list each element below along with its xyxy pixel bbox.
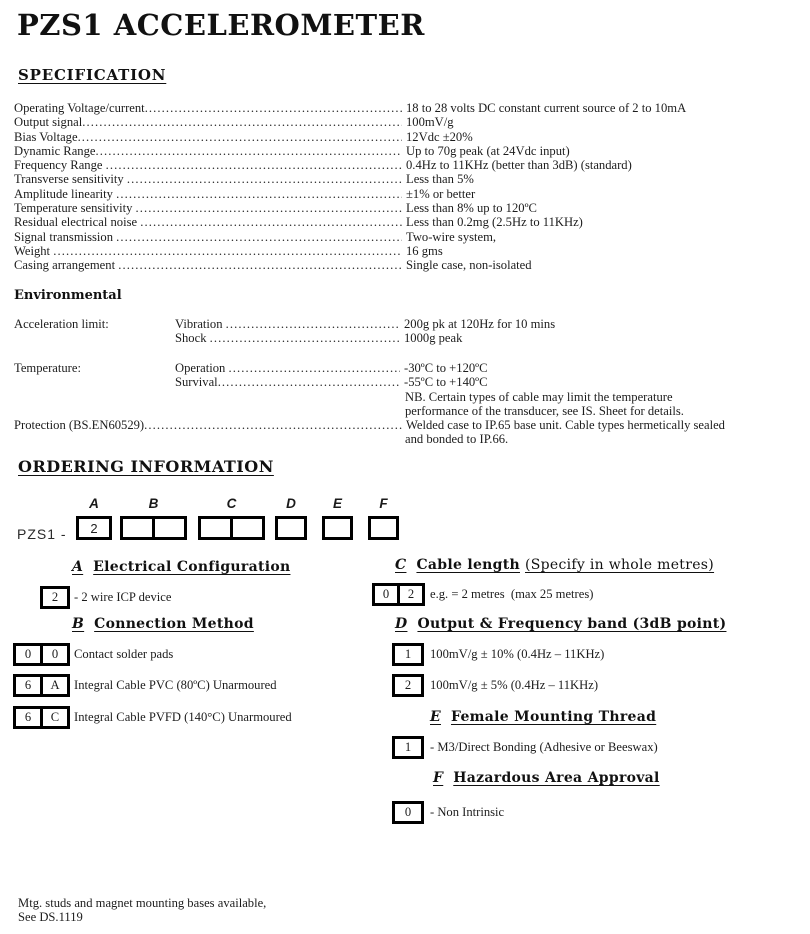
dotted-leader — [118, 258, 402, 272]
spec-row — [14, 130, 800, 144]
spec-value: Single case, non-isolated — [406, 258, 532, 273]
spec-value: Less than 5% — [406, 172, 474, 187]
specification-list — [14, 101, 800, 273]
protection-value-line: and bonded to IP.66. — [405, 432, 509, 446]
spec-value: Less than 0.2mg (2.5Hz to 11KHz) — [406, 215, 583, 230]
order-option-row — [13, 643, 173, 666]
option-text: - Non Intrinsic — [430, 805, 505, 819]
spec-row — [14, 215, 800, 229]
spec-label: Frequency Range — [14, 158, 106, 173]
protection-label: Protection (BS.EN60529) — [14, 418, 145, 432]
option-code-cell: 2 — [397, 583, 425, 606]
dotted-leader — [53, 244, 402, 258]
code-box-group-d — [275, 497, 307, 540]
code-cell — [275, 516, 307, 540]
env-row — [14, 317, 804, 331]
spec-label: Signal transmission — [14, 229, 117, 244]
dotted-leader — [226, 317, 400, 331]
spec-label: Temperature sensitivity — [14, 201, 136, 216]
option-code-cell: 0 — [372, 583, 400, 606]
dotted-leader — [136, 201, 402, 215]
protection-value-line: Welded case to IP.65 base unit. Cable types hermetically sealed — [406, 418, 725, 432]
option-text: - M3/Direct Bonding (Adhesive or Beeswax) — [430, 740, 658, 754]
spec-row — [14, 230, 800, 244]
option-code-cell: 6 — [13, 706, 43, 729]
env-value: -55ºC to +140ºC — [404, 375, 488, 389]
page-title: PZS1 ACCELEROMETER — [17, 8, 425, 42]
order-option-row — [40, 586, 171, 609]
dotted-leader — [218, 375, 400, 389]
spec-row — [14, 258, 800, 272]
spec-label: Output signal — [14, 115, 83, 130]
spec-value: Up to 70g peak (at 24Vdc input) — [406, 143, 570, 158]
spec-row — [14, 244, 800, 258]
environmental-heading: Environmental — [14, 288, 122, 303]
spec-value: Less than 8% up to 120ºC — [406, 201, 537, 216]
section-heading-b — [72, 616, 254, 632]
spec-label: Amplitude linearity — [14, 186, 117, 201]
dotted-leader — [140, 215, 402, 229]
order-option-row — [13, 674, 277, 697]
section-letter: C — [395, 557, 407, 573]
spec-row — [14, 187, 800, 201]
protection-row — [14, 418, 804, 432]
code-cell — [198, 516, 233, 540]
section-title: Output & Frequency band (3dB point) — [417, 616, 727, 632]
spec-label: Weight — [14, 243, 54, 258]
option-text: Integral Cable PVFD (140°C) Unarmoured — [74, 710, 292, 724]
footer-note-line: Mtg. studs and magnet mounting bases available, — [18, 896, 267, 910]
option-code-cell: 0 — [392, 801, 424, 824]
dotted-leader — [95, 144, 402, 158]
order-option-row — [392, 801, 504, 824]
section-title: Electrical Configuration — [93, 559, 291, 575]
env-item-label: Vibration — [175, 317, 226, 331]
order-option-row — [13, 706, 292, 729]
section-letter: E — [430, 709, 441, 725]
env-item-label: Survival — [175, 375, 218, 389]
code-box-group-c — [198, 497, 265, 540]
env-row — [14, 375, 804, 389]
spec-label: Casing arrangement — [14, 258, 119, 273]
section-heading-a — [72, 559, 290, 575]
spec-label: Bias Voltage — [14, 129, 78, 144]
section-heading-d — [395, 616, 726, 632]
spec-label: Residual electrical noise — [14, 215, 141, 230]
dotted-leader — [144, 418, 402, 432]
option-code-cell: 0 — [13, 643, 43, 666]
spec-value: 16 gms — [406, 243, 443, 258]
spec-label: Dynamic Range — [14, 143, 96, 158]
dotted-leader — [106, 158, 402, 172]
spec-label: Transverse sensitivity — [14, 172, 127, 187]
code-box-group-e — [322, 497, 353, 540]
env-note-line: NB. Certain types of cable may limit the temperature — [405, 390, 673, 404]
option-text: 100mV/g ± 10% (0.4Hz – 11KHz) — [430, 647, 605, 661]
code-box-group-f — [368, 497, 399, 540]
code-cell — [368, 516, 399, 540]
spec-value: 18 to 28 volts DC constant current source of 2 to 10mA — [406, 101, 687, 115]
spec-row — [14, 101, 800, 115]
section-heading-f — [433, 770, 660, 786]
code-letter-label: A — [89, 496, 99, 511]
section-letter: A — [72, 559, 84, 575]
option-text: - 2 wire ICP device — [74, 590, 172, 604]
option-text: 100mV/g ± 5% (0.4Hz – 11KHz) — [430, 678, 599, 692]
ordering-heading: ORDERING INFORMATION — [18, 457, 274, 476]
dotted-leader — [145, 101, 402, 115]
order-code-prefix: PZS1 - — [17, 526, 67, 542]
option-code-cell: 6 — [13, 674, 43, 697]
env-group-label: Temperature: — [14, 361, 81, 375]
code-cell — [120, 516, 155, 540]
option-code-cell: A — [40, 674, 70, 697]
code-box-group-a — [76, 497, 112, 540]
option-text: Contact solder pads — [74, 647, 174, 661]
specification-heading: SPECIFICATION — [18, 66, 167, 84]
spec-row — [14, 201, 800, 215]
spec-row — [14, 172, 800, 186]
dotted-leader — [127, 172, 402, 186]
option-text: Integral Cable PVC (80ºC) Unarmoured — [74, 678, 277, 692]
code-cell — [230, 516, 265, 540]
option-code-cell: C — [40, 706, 70, 729]
section-title: Female Mounting Thread — [450, 709, 657, 725]
env-row — [14, 331, 804, 345]
dotted-leader — [210, 331, 400, 345]
env-item-label: Operation — [175, 361, 229, 375]
footer-note-line: See DS.1119 — [18, 910, 83, 924]
code-cell — [322, 516, 353, 540]
option-code-cell: 2 — [392, 674, 424, 697]
code-letter-label: B — [148, 496, 159, 511]
section-title: Hazardous Area Approval — [453, 770, 660, 786]
code-letter-label: D — [286, 496, 296, 511]
spec-value: 100mV/g — [406, 115, 454, 130]
code-cell — [152, 516, 187, 540]
code-letter-label: E — [332, 496, 342, 511]
spec-label: Operating Voltage/current — [14, 101, 145, 115]
spec-value: Two-wire system, — [406, 229, 497, 244]
section-title: Connection Method — [94, 616, 254, 632]
section-letter: F — [433, 770, 444, 786]
env-item-label: Shock — [175, 331, 210, 345]
env-note-line: performance of the transducer, see IS. Sheet for details. — [405, 404, 684, 418]
dotted-leader — [229, 361, 400, 375]
section-letter: D — [395, 616, 408, 632]
env-row — [14, 361, 804, 375]
dotted-leader — [116, 187, 402, 201]
section-heading-e — [430, 709, 656, 725]
dotted-leader — [78, 130, 402, 144]
dotted-leader — [116, 230, 402, 244]
order-option-row — [392, 674, 598, 697]
order-option-row — [392, 643, 604, 666]
spec-value: ±1% or better — [406, 186, 476, 201]
option-text: e.g. = 2 metres (max 25 metres) — [430, 587, 594, 601]
order-option-row — [372, 583, 593, 606]
spec-row — [14, 144, 800, 158]
spec-row — [14, 115, 800, 129]
dotted-leader — [82, 115, 402, 129]
option-code-cell: 1 — [392, 736, 424, 759]
env-value: 200g pk at 120Hz for 10 mins — [404, 317, 556, 331]
option-code-cell: 0 — [40, 643, 70, 666]
option-code-cell: 1 — [392, 643, 424, 666]
order-option-row — [392, 736, 658, 759]
section-title-suffix: (Specify in whole metres) — [525, 557, 715, 573]
spec-value: 12Vdc ±20% — [406, 129, 473, 144]
code-cell: 2 — [76, 516, 112, 540]
section-title: Cable length — [416, 557, 520, 573]
code-letter-label: F — [379, 496, 388, 511]
env-value: -30ºC to +120ºC — [404, 361, 488, 375]
env-value: 1000g peak — [404, 331, 463, 345]
spec-value: 0.4Hz to 11KHz (better than 3dB) (standard) — [406, 158, 632, 173]
env-group-label: Acceleration limit: — [14, 317, 109, 331]
option-code-cell: 2 — [40, 586, 70, 609]
code-letter-label: C — [226, 496, 237, 511]
code-box-group-b — [120, 497, 187, 540]
section-letter: B — [72, 616, 85, 632]
spec-row — [14, 158, 800, 172]
section-heading-c — [395, 557, 714, 573]
